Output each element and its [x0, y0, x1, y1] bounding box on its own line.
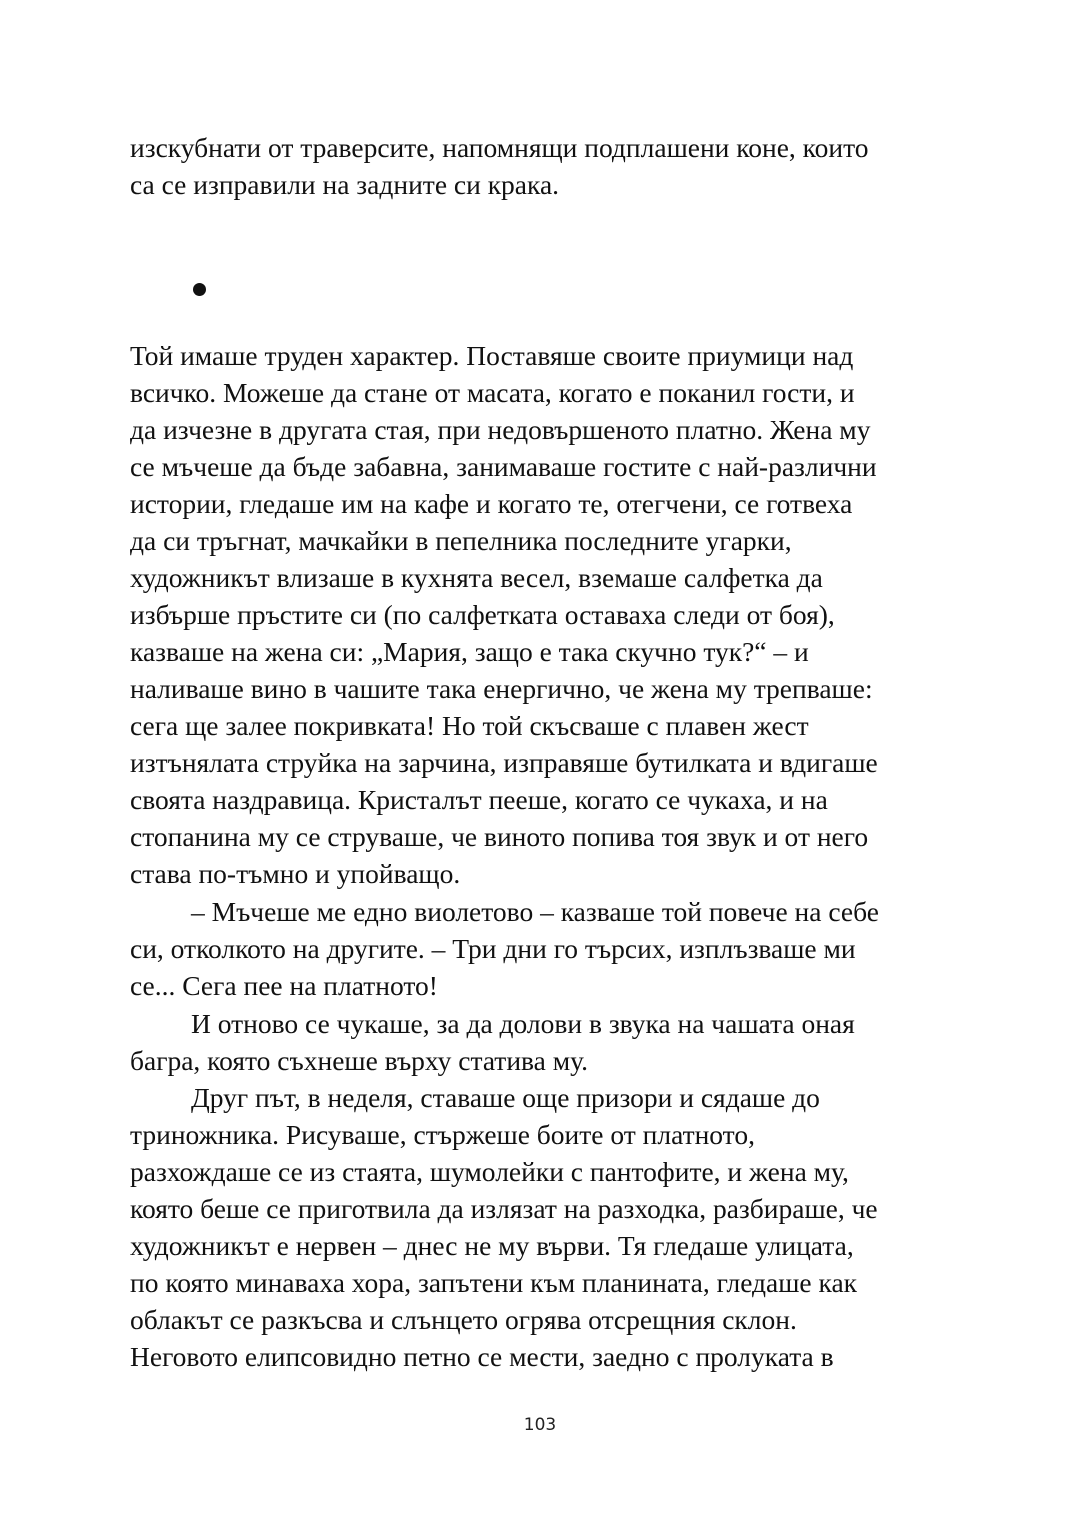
page-number: 103	[523, 1415, 557, 1435]
text-line: художникът влизаше в кухнята весел, вземаше салфетка да	[130, 562, 823, 593]
text-line: която беше се приготвила да излязат на разходка, разбираше, че	[130, 1193, 878, 1224]
text-line: облакът се разкъсва и слънцето огрява отсрещния склон.	[130, 1304, 797, 1335]
text-line: са се изправили на задните си крака.	[130, 169, 560, 200]
text-line: своята наздравица. Кристалът пееше, когато се чукаха, и на	[130, 784, 828, 815]
text-line: избърше пръстите си (по салфетката оставаха следи от боя),	[130, 599, 835, 630]
text-line: художникът е нервен – днес не му върви. Тя гледаше улицата,	[130, 1230, 854, 1261]
text-line: си, отколкото на другите. – Три дни го търсих, изплъзваше ми	[130, 933, 856, 964]
text-line: разхождаше се из стаята, шумолейки с пантофите, и жена му,	[130, 1156, 849, 1187]
text-line: Неговото елипсовидно петно се мести, заедно с пролуката в	[130, 1341, 834, 1372]
text-line: стопанина му се струваше, че виното попива тоя звук и от него	[130, 821, 869, 852]
text-line: наливаше вино в чашите така енергично, че жена му трепваше:	[130, 673, 873, 704]
text-line-indented: И отново се чукаше, за да долови в звука на чашата оная	[191, 1008, 855, 1039]
text-line: триножника. Рисуваше, стържеше боите от платното,	[130, 1119, 755, 1150]
text-line: по която минаваха хора, запътени към планината, гледаше как	[130, 1267, 858, 1298]
text-line: става по-тъмно и упойващо.	[130, 858, 461, 889]
text-line: Той имаше труден характер. Поставяше своите приумици над	[130, 340, 854, 371]
text-line-indented: – Мъчеше ме едно виолетово – казваше той повече на себе	[191, 896, 879, 927]
text-line: се... Сега пее на платното!	[130, 970, 438, 1001]
text-line: багра, която съхнеше върху статива му.	[130, 1045, 589, 1076]
section-separator-bullet	[193, 283, 206, 296]
text-line: всичко. Можеше да стане от масата, когато е поканил гости, и	[130, 377, 855, 408]
text-line: изскубнати от траверсите, напомнящи подплашени коне, които	[130, 132, 869, 163]
text-line: сега ще залее покривката! Но той скъсваше с плавен жест	[130, 710, 809, 741]
text-line-indented: Друг път, в неделя, ставаше още призори и сядаше до	[191, 1082, 820, 1113]
text-line: казваше на жена си: „Мария, защо е така скучно тук?“ – и	[130, 636, 809, 667]
text-line: да си тръгнат, мачкайки в пепелника последните угарки,	[130, 525, 792, 556]
text-line: да изчезне в другата стая, при недовършеното платно. Жена му	[130, 414, 871, 445]
text-line: се мъчеше да бъде забавна, занимаваше гостите с най-различни	[130, 451, 877, 482]
text-line: истории, гледаше им на кафе и когато те, отегчени, се готвеха	[130, 488, 853, 519]
text-line: изтънялата струйка на зарчина, изправяше бутилката и вдигаше	[130, 747, 878, 778]
